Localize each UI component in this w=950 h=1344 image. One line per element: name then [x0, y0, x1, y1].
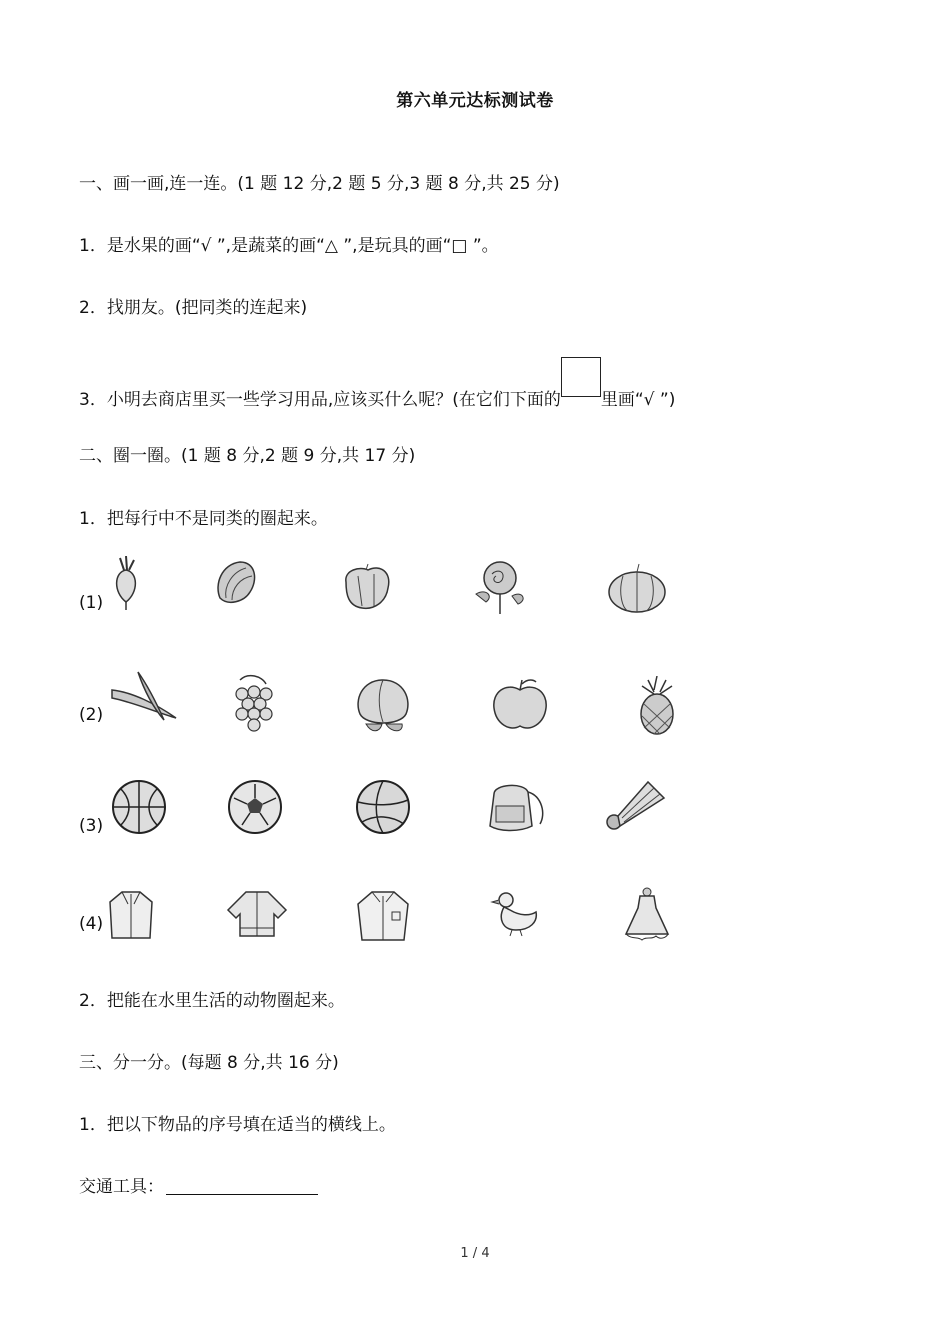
answer-box-icon	[561, 357, 601, 397]
volleyball-icon[interactable]	[354, 778, 412, 836]
jacket-icon[interactable]	[224, 888, 290, 940]
section1-question1: 1．是水果的画“√ ”,是蔬菜的画“△ ”,是玩具的画“□ ”。	[79, 236, 499, 256]
coat-icon[interactable]	[106, 888, 156, 942]
shirt-icon[interactable]	[354, 888, 412, 944]
row-label-3: (3)	[79, 816, 104, 836]
cabbage-icon[interactable]	[212, 558, 260, 608]
section2-heading: 二、圈一圈。(1 题 8 分,2 题 9 分,共 17 分)	[79, 446, 416, 466]
radish-icon[interactable]	[110, 556, 142, 612]
pumpkin-icon[interactable]	[606, 562, 668, 614]
shuttlecock-icon[interactable]	[604, 778, 668, 832]
peach-icon[interactable]	[352, 674, 414, 736]
bean-pod-icon[interactable]	[108, 668, 182, 728]
basketball-icon[interactable]	[110, 778, 168, 836]
section2-question2: 2．把能在水里生活的动物圈起来。	[79, 991, 345, 1011]
question3-text-before: 3．小明去商店里买一些学习用品,应该买什么呢？(在它们下面的	[79, 390, 561, 410]
pineapple-icon[interactable]	[634, 676, 680, 736]
page-title: 第六单元达标测试卷	[396, 91, 554, 111]
soccer-ball-icon[interactable]	[226, 778, 284, 836]
backpack-icon[interactable]	[484, 780, 548, 834]
transport-blank[interactable]	[166, 1176, 318, 1195]
section3-heading: 三、分一分。(每题 8 分,共 16 分)	[79, 1053, 339, 1073]
section3-question1: 1．把以下物品的序号填在适当的横线上。	[79, 1115, 396, 1135]
pepper-icon[interactable]	[340, 562, 394, 612]
dress-icon[interactable]	[622, 886, 672, 942]
question3-text-after: 里画“√ ”)	[600, 390, 676, 410]
rose-icon[interactable]	[472, 558, 528, 616]
page-number: 1 / 4	[460, 1246, 490, 1261]
apple-icon[interactable]	[490, 678, 550, 734]
grapes-icon[interactable]	[226, 672, 282, 734]
transport-label: 交通工具：	[79, 1177, 164, 1197]
section1-question2: 2．找朋友。(把同类的连起来)	[79, 298, 308, 318]
section1-heading: 一、画一画,连一连。(1 题 12 分,2 题 5 分,3 题 8 分,共 25 分)	[79, 174, 560, 194]
section1-question3	[79, 371, 675, 411]
transport-answer-line	[79, 1176, 318, 1198]
row-label-4: (4)	[79, 914, 104, 934]
duck-icon[interactable]	[490, 888, 542, 940]
row-label-2: (2)	[79, 705, 104, 725]
row-label-1: (1)	[79, 593, 104, 613]
section2-question1: 1．把每行中不是同类的圈起来。	[79, 509, 328, 529]
